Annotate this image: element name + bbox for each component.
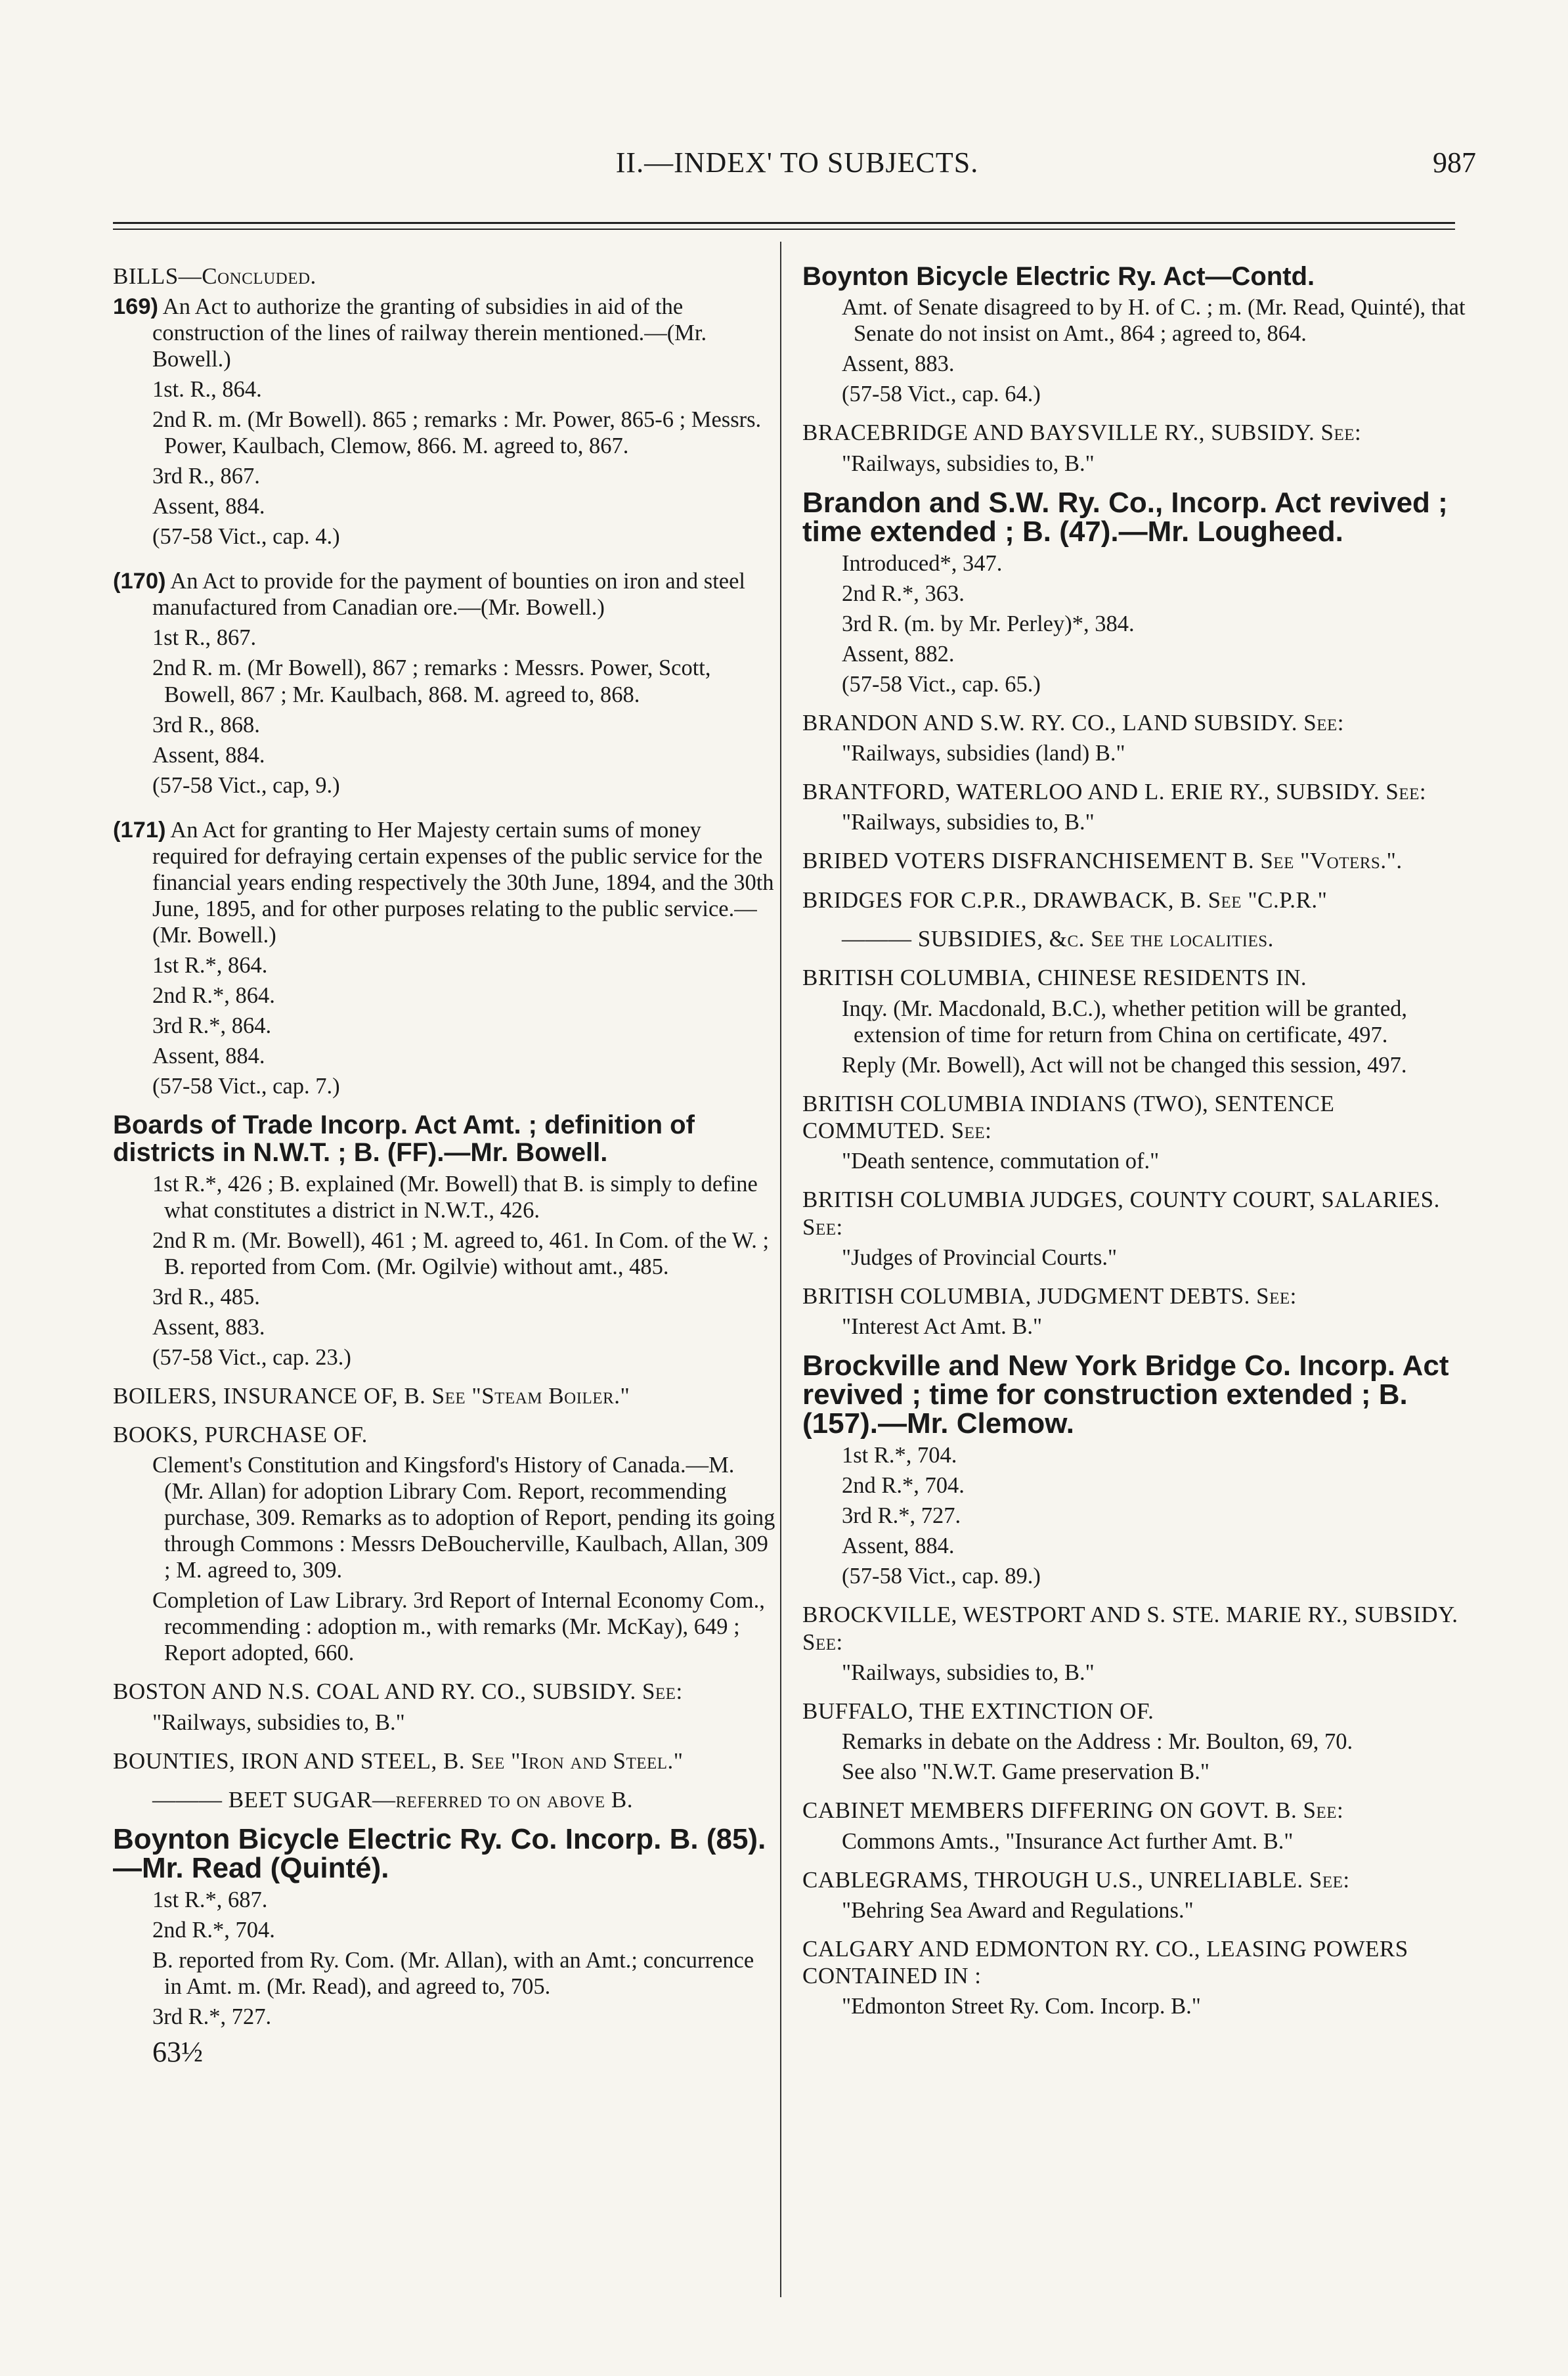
bill-number: (171) — [113, 817, 166, 843]
boards-of-trade-heading: Boards of Trade Incorp. Act Amt. ; definition of districts in N.W.T. ; B. (FF).—Mr. Bowell. — [113, 1110, 695, 1168]
boilers-entry: BOILERS, INSURANCE OF, B. See "Steam Boiler." — [113, 1382, 630, 1409]
bc-judgment-see: "Interest Act Amt. B." — [842, 1314, 1043, 1340]
brandon-land-heading: BRANDON AND S.W. RY. CO., LAND SUBSIDY. See: — [802, 709, 1344, 736]
bill-169 — [113, 294, 776, 372]
cablegrams-see: "Behring Sea Award and Regulations." — [842, 1897, 1194, 1923]
brandon-line: (57-58 Vict., cap. 65.) — [842, 671, 1041, 697]
running-head — [105, 146, 1489, 185]
bill-170 — [113, 568, 776, 621]
brandon-line: 2nd R.*, 363. — [842, 581, 965, 606]
boards-line: Assent, 883. — [152, 1314, 265, 1340]
page-number: 987 — [1433, 146, 1476, 179]
bc-judges-see: "Judges of Provincial Courts." — [842, 1244, 1118, 1270]
column-divider — [780, 242, 781, 2297]
bill-171-line: 1st R.*, 864. — [152, 952, 268, 978]
bill-169-line: 1st. R., 864. — [152, 377, 262, 403]
boynton-line: 2nd R.*, 704. — [152, 1918, 275, 1943]
boston-heading: BOSTON AND N.S. COAL AND RY. CO., SUBSIDY. See: — [113, 1679, 683, 1705]
books-line: Clement's Constitution and Kingsford's History of Canada.—M. (Mr. Allan) for adoption Library Com. Report, recommending purchase, 309. Remarks as to adoption of Report, pending its going through Commons : Messrs DeBoucherville, Kaulbach, Allan, 309 ; M. agreed to, 309. — [152, 1453, 775, 1583]
bills-heading: BILLS—Concluded. — [113, 263, 316, 289]
books-heading: BOOKS, PURCHASE OF. — [113, 1421, 368, 1447]
brantford-heading: BRANTFORD, WATERLOO AND L. ERIE RY., SUBSIDY. See: — [802, 779, 1427, 805]
left-column — [113, 263, 776, 2069]
bill-171 — [113, 817, 776, 948]
bc-chinese-line: Reply (Mr. Bowell), Act will not be changed this session, 497. — [842, 1052, 1407, 1078]
bill-171-line: Assent, 884. — [152, 1043, 265, 1068]
boston-see: "Railways, subsidies to, B." — [152, 1709, 405, 1735]
bribed-voters-entry: BRIBED VOTERS DISFRANCHISEMENT B. See "Voters.". — [802, 848, 1403, 874]
bc-judges-heading: BRITISH COLUMBIA JUDGES, COUNTY COURT, SALARIES. See: — [802, 1187, 1440, 1240]
bill-170-line: Assent, 884. — [152, 742, 265, 768]
bill-number: (170) — [113, 569, 166, 594]
brockville-line: 1st R.*, 704. — [842, 1443, 957, 1468]
bill-171-line: 2nd R.*, 864. — [152, 982, 275, 1008]
bounties-entry: BOUNTIES, IRON AND STEEL, B. See "Iron and Steel." — [113, 1748, 684, 1774]
brockville-line: Assent, 884. — [842, 1533, 955, 1559]
header-rule — [113, 222, 1455, 224]
subsidies-entry: ——— SUBSIDIES, &c. See the localities. — [842, 926, 1274, 952]
header-rule-thin — [113, 229, 1455, 230]
page-title: II.—INDEX' TO SUBJECTS. — [615, 146, 979, 179]
buffalo-line: Remarks in debate on the Address : Mr. Boulton, 69, 70. — [842, 1729, 1353, 1755]
brockville-westport-see: "Railways, subsidies to, B." — [842, 1660, 1095, 1685]
boynton-contd-line: (57-58 Vict., cap. 64.) — [842, 382, 1041, 407]
bridges-entry: BRIDGES FOR C.P.R., DRAWBACK, B. See "C.P.R." — [802, 887, 1328, 913]
calgary-heading: CALGARY AND EDMONTON RY. CO., LEASING POWERS CONTAINED IN : — [802, 1935, 1408, 1989]
bill-170-line: 2nd R. m. (Mr Bowell), 867 ; remarks : Messrs. Power, Scott, Bowell, 867 ; Mr. Kaulbach, 868. M. agreed to, 868. — [152, 655, 711, 707]
bc-indians-see: "Death sentence, commutation of." — [842, 1149, 1160, 1174]
bc-chinese-heading: BRITISH COLUMBIA, CHINESE RESIDENTS IN. — [802, 965, 1307, 991]
buffalo-heading: BUFFALO, THE EXTINCTION OF. — [802, 1698, 1154, 1724]
boynton-contd-heading: Boynton Bicycle Electric Ry. Act—Contd. — [802, 262, 1315, 291]
cablegrams-heading: CABLEGRAMS, THROUGH U.S., UNRELIABLE. See: — [802, 1866, 1350, 1893]
bill-171-line: 3rd R.*, 864. — [152, 1013, 272, 1038]
bc-judgment-heading: BRITISH COLUMBIA, JUDGMENT DEBTS. See: — [802, 1283, 1297, 1309]
bill-title: An Act for granting to Her Majesty certain sums of money required for defraying certain expenses of the public service for the financial years ending respectively the 30th June, 1894, and the 30th June, 1895, and for other purposes relating to the public service.—(Mr. Bowell.) — [152, 817, 774, 948]
bill-170-line: (57-58 Vict., cap, 9.) — [152, 772, 340, 798]
bc-chinese-line: Inqy. (Mr. Macdonald, B.C.), whether petition will be granted, extension of time for return from China on certificate, 497. — [842, 996, 1408, 1047]
bracebridge-see: "Railways, subsidies to, B." — [842, 451, 1095, 476]
bill-171-line: (57-58 Vict., cap. 7.) — [152, 1073, 340, 1099]
cabinet-heading: CABINET MEMBERS DIFFERING ON GOVT. B. See: — [802, 1797, 1344, 1824]
boynton-contd-line: Amt. of Senate disagreed to by H. of C. ; m. (Mr. Read, Quinté), that Senate do not insist on Amt., 864 ; agreed to, 864. — [842, 295, 1466, 347]
bill-number: 169) — [113, 294, 159, 320]
brandon-line: 3rd R. (m. by Mr. Perley)*, 384. — [842, 611, 1135, 636]
bill-169-line: Assent, 884. — [152, 494, 265, 519]
bill-169-line: 2nd R. m. (Mr Bowell). 865 ; remarks : Mr. Power, 865-6 ; Messrs. Power, Kaulbach, Clemow, 866. M. agreed to, 867. — [152, 407, 762, 459]
bill-169-line: 3rd R., 867. — [152, 464, 260, 489]
brandon-line: Assent, 882. — [842, 641, 955, 667]
signature-mark: 63½ — [152, 2036, 203, 2069]
brandon-line: Introduced*, 347. — [842, 550, 1003, 576]
bill-title: An Act to provide for the payment of bounties on iron and steel manufactured from Canadian ore.—(Mr. Bowell.) — [152, 569, 746, 621]
brockville-westport-heading: BROCKVILLE, WESTPORT AND S. STE. MARIE RY., SUBSIDY. See: — [802, 1602, 1458, 1655]
calgary-see: "Edmonton Street Ry. Com. Incorp. B." — [842, 1994, 1201, 2019]
bracebridge-heading: BRACEBRIDGE AND BAYSVILLE RY., SUBSIDY. See: — [802, 420, 1362, 446]
right-column — [802, 263, 1466, 2019]
brockville-line: (57-58 Vict., cap. 89.) — [842, 1564, 1041, 1589]
boynton-heading: Boynton Bicycle Electric Ry. Co. Incorp. B. (85).—Mr. Read (Quinté). — [113, 1823, 766, 1885]
boards-line: (57-58 Vict., cap. 23.) — [152, 1344, 351, 1370]
boynton-line: 1st R.*, 687. — [152, 1887, 268, 1913]
boynton-line: B. reported from Ry. Com. (Mr. Allan), with an Amt.; concurrence in Amt. m. (Mr. Read), and agreed to, 705. — [152, 1948, 754, 2000]
bill-170-line: 3rd R., 868. — [152, 712, 260, 737]
boards-line: 1st R.*, 426 ; B. explained (Mr. Bowell) that B. is simply to define what constitutes a district in N.W.T., 426. — [152, 1171, 758, 1223]
beet-sugar-entry: ——— BEET SUGAR—referred to on above B. — [152, 1786, 633, 1813]
bill-title: An Act to authorize the granting of subsidies in aid of the construction of the lines of railway therein mentioned.—(Mr. Bowell.) — [152, 294, 707, 372]
brockville-heading: Brockville and New York Bridge Co. Incorp. Act revived ; time for construction extended ; B. (157).—Mr. Clemow. — [802, 1350, 1449, 1440]
buffalo-line: See also "N.W.T. Game preservation B." — [842, 1759, 1209, 1785]
brandon-heading: Brandon and S.W. Ry. Co., Incorp. Act revived ; time extended ; B. (47).—Mr. Lougheed. — [802, 486, 1448, 548]
boynton-contd-line: Assent, 883. — [842, 351, 955, 377]
boynton-line: 3rd R.*, 727. — [152, 2004, 272, 2030]
boards-line: 3rd R., 485. — [152, 1284, 260, 1309]
bc-indians-heading: BRITISH COLUMBIA INDIANS (TWO), SENTENCE COMMUTED. See: — [802, 1090, 1335, 1143]
bill-170-line: 1st R., 867. — [152, 625, 257, 651]
boards-line: 2nd R m. (Mr. Bowell), 461 ; M. agreed to, 461. In Com. of the W. ; B. reported from Com. (Mr. Ogilvie) without amt., 485. — [152, 1227, 770, 1279]
cabinet-see: Commons Amts., "Insurance Act further Amt. B." — [842, 1828, 1294, 1854]
books-line: Completion of Law Library. 3rd Report of Internal Economy Com., recommending : adoption m., with remarks (Mr. McKay), 649 ; Report adopted, 660. — [152, 1588, 765, 1666]
brandon-land-see: "Railways, subsidies (land) B." — [842, 741, 1125, 766]
brockville-line: 2nd R.*, 704. — [842, 1473, 965, 1499]
brantford-see: "Railways, subsidies to, B." — [842, 810, 1095, 835]
bill-169-line: (57-58 Vict., cap. 4.) — [152, 524, 340, 550]
brockville-line: 3rd R.*, 727. — [842, 1503, 961, 1529]
